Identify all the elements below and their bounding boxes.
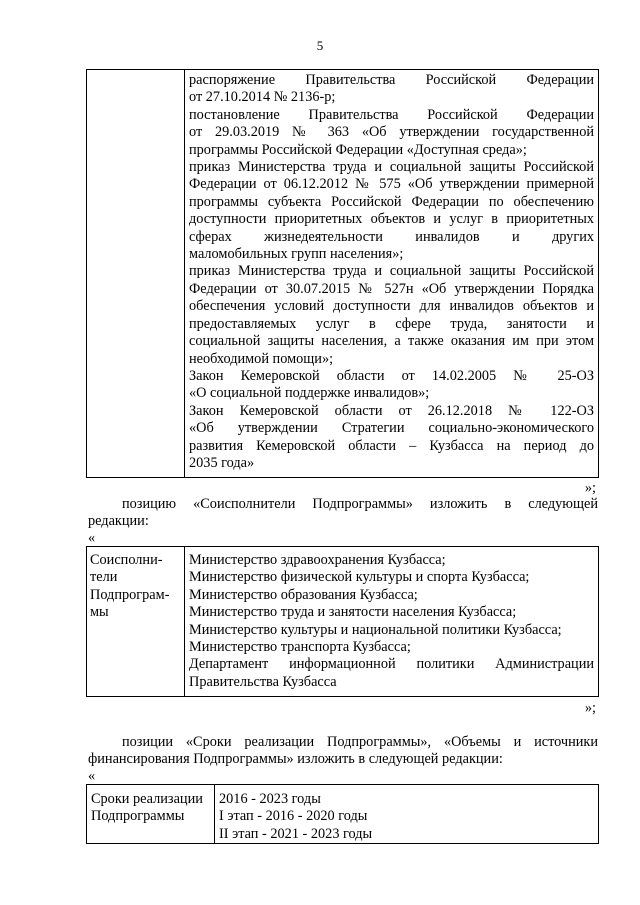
doc-line: предоставляемых услуг в сфере труда, занятости и bbox=[189, 315, 594, 332]
doc-line: приказ Министерства труда и социальной защиты Российской bbox=[189, 263, 594, 280]
page-number: 5 bbox=[316, 38, 324, 53]
doc-line: «О социальной поддержке инвалидов»; bbox=[189, 385, 430, 402]
cell-line: Министерство образования Кузбасса; bbox=[189, 586, 418, 603]
doc-line: приказ Министерства труда и социальной защиты Российской bbox=[189, 159, 594, 176]
doc-line: Федерации от 06.12.2012 № 575 «Об утверждении примерной bbox=[189, 176, 594, 193]
cell-line: Министерство физической культуры и спорта Кузбасса; bbox=[189, 569, 530, 586]
table-left-cell bbox=[87, 547, 185, 696]
opening-quote: « bbox=[88, 530, 96, 546]
paragraph-line: финансирования Подпрограммы» изложить в следующей редакции: bbox=[88, 751, 503, 768]
cell-line: Соисполни- bbox=[90, 552, 163, 568]
cell-line: мы bbox=[90, 604, 109, 621]
paragraph-line: позицию «Соисполнители Подпрограммы» изложить в следующей bbox=[122, 496, 598, 512]
doc-line: от 27.10.2014 № 2136-р; bbox=[189, 89, 336, 106]
doc-line: от 29.03.2019 № 363 «Об утверждении государственной bbox=[189, 124, 594, 141]
doc-line: социальной защиты населения, а также оказания им при этом bbox=[189, 333, 594, 350]
doc-line: необходимой помощи»; bbox=[189, 350, 334, 367]
cell-line: 2016 - 2023 годы bbox=[219, 791, 321, 807]
doc-line: распоряжение Правительства Российской Федерации bbox=[189, 72, 594, 88]
cell-line: Министерство транспорта Кузбасса; bbox=[189, 639, 411, 656]
cell-line: Подпрограм- bbox=[90, 586, 170, 603]
cell-line: Министерство культуры и национальной политики Кузбасса; bbox=[189, 621, 562, 638]
doc-line: Закон Кемеровской области от 26.12.2018 № 122-ОЗ bbox=[189, 402, 594, 419]
doc-line: программы Российской Федерации «Доступная среда»; bbox=[189, 141, 527, 158]
table-right-cell bbox=[215, 785, 598, 843]
cell-line: I этап - 2016 - 2020 годы bbox=[219, 808, 368, 825]
table-right-cell bbox=[185, 70, 598, 477]
doc-line: программы субъекта Российской Федерации по обеспечению bbox=[189, 193, 594, 210]
doc-line: постановление Правительства Российской Федерации bbox=[189, 106, 594, 123]
closing-quote: »; bbox=[584, 480, 596, 496]
doc-line: Закон Кемеровской области от 14.02.2005 № 25-ОЗ bbox=[189, 367, 594, 384]
paragraph-line: редакции: bbox=[88, 513, 149, 530]
cell-line: Министерство труда и занятости населения Кузбасса; bbox=[189, 604, 517, 621]
doc-line: сферах жизнедеятельности инвалидов и других bbox=[189, 228, 594, 245]
cell-line: Министерство здравоохранения Кузбасса; bbox=[189, 552, 446, 568]
cell-line: Подпрограммы bbox=[91, 808, 185, 825]
instruction-paragraph bbox=[88, 496, 598, 531]
doc-line: маломобильных групп населения»; bbox=[189, 246, 404, 263]
doc-line: доступности приоритетных объектов и услуг в приоритетных bbox=[189, 211, 594, 228]
instruction-paragraph bbox=[88, 734, 598, 769]
closing-quote: »; bbox=[584, 700, 596, 716]
cell-line: Сроки реализации bbox=[91, 791, 203, 807]
cell-line: II этап - 2021 - 2023 годы bbox=[219, 825, 373, 842]
cell-line: тели bbox=[90, 569, 118, 586]
cell-line: Департамент информационной политики Администрации bbox=[189, 656, 594, 673]
cell-line: Правительства Кузбасса bbox=[189, 673, 337, 690]
table-left-cell bbox=[87, 785, 215, 843]
doc-line: Федерации от 30.07.2015 № 527н «Об утверждении Порядка bbox=[189, 280, 594, 297]
co-executors-table bbox=[86, 546, 599, 697]
table-left-cell-empty bbox=[87, 70, 185, 477]
doc-line: обеспечения условий доступности для инвалидов объектов и bbox=[189, 298, 594, 315]
opening-quote: « bbox=[88, 768, 96, 784]
legal-basis-table bbox=[86, 69, 599, 478]
timeline-table bbox=[86, 784, 599, 844]
doc-line: «Об утверждении Стратегии социально-экономического bbox=[189, 420, 594, 437]
paragraph-line: позиции «Сроки реализации Подпрограммы», «Объемы и источники bbox=[122, 734, 598, 750]
table-right-cell bbox=[185, 547, 598, 696]
doc-line: развития Кемеровской области – Кузбасса на период до bbox=[189, 437, 594, 454]
doc-line: 2035 года» bbox=[189, 454, 255, 471]
